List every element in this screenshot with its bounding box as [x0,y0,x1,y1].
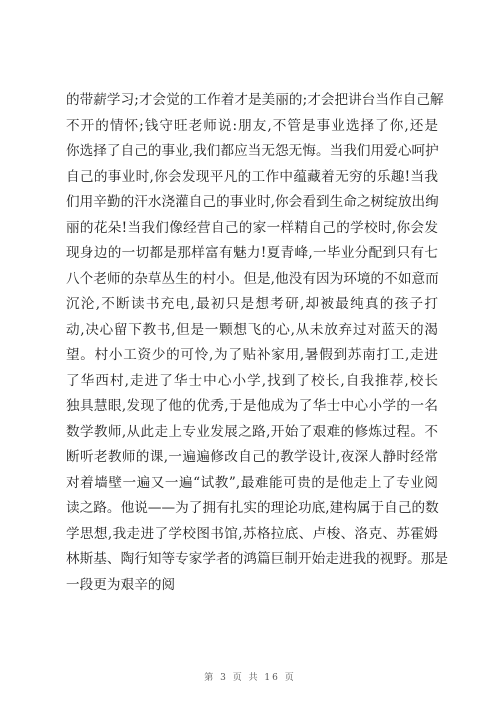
text-line: 自己的事业时,你会发现平凡的工作中蕴藏着无穷的乐趣!当我 [66,168,438,185]
page-number-footer: 第 3 页 共 16 页 [204,673,296,683]
text-line: 望。村小工资少的可怜,为了贴补家用,暑假到苏南打工,走进 [66,347,438,363]
text-line: 动,决心留下教书,但是一颗想飞的心,从未放弃过对蓝天的渴 [66,321,438,338]
text-line: 不开的情怀;钱守旺老师说:朋友,不管是事业选择了你,还是 [66,117,438,134]
text-line: 对着墙壁一遍又一遍“试教”,最难能可贵的是他走上了专业阅 [66,474,438,491]
text-line: 读之路。他说——为了拥有扎实的理论功底,建构属于自己的数 [66,500,439,516]
text-line: 林斯基、陶行知等专家学者的鸿篇巨制开始走进我的视野。那是 [66,551,449,567]
text-line: 了华西村,走进了华士中心小学,找到了校长,自我推荐,校长 [66,372,438,389]
text-line: 的带薪学习;才会觉的工作着才是美丽的;才会把讲台当作自己解 [66,92,444,108]
text-line: 沉沦,不断读书充电,最初只是想考研,却被最纯真的孩子打 [66,296,438,312]
text-line: 一段更为艰辛的阅 [66,576,176,593]
body-text [66,88,449,598]
text-line: 现身边的一切都是那样富有魅力!夏青峰,一毕业分配到只有七 [66,245,438,261]
text-line: 丽的花朵!当我们像经营自己的家一样精自己的学校时,你会发 [66,219,438,236]
text-line: 你选择了自己的事业,我们都应当无怨无悔。当我们用爱心呵护 [66,143,439,159]
text-line: 们用辛勤的汗水浇灌自己的事业时,你会看到生命之树绽放出绚 [66,194,439,210]
text-line: 八个老师的杂草丛生的村小。但是,他没有因为环境的不如意而 [66,270,439,287]
text-line: 独具慧眼,发现了他的优秀,于是他成为了华士中心小学的一名 [66,398,438,414]
text-line: 学思想,我走进了学校图书馆,苏格拉底、卢梭、洛克、苏霍姆 [66,525,438,542]
text-line: 数学教师,从此走上专业发展之路,开始了艰难的修炼过程。不 [66,423,438,440]
text-line: 断听老教师的课,一遍遍修改自己的教学设计,夜深人静时经常 [66,449,438,465]
